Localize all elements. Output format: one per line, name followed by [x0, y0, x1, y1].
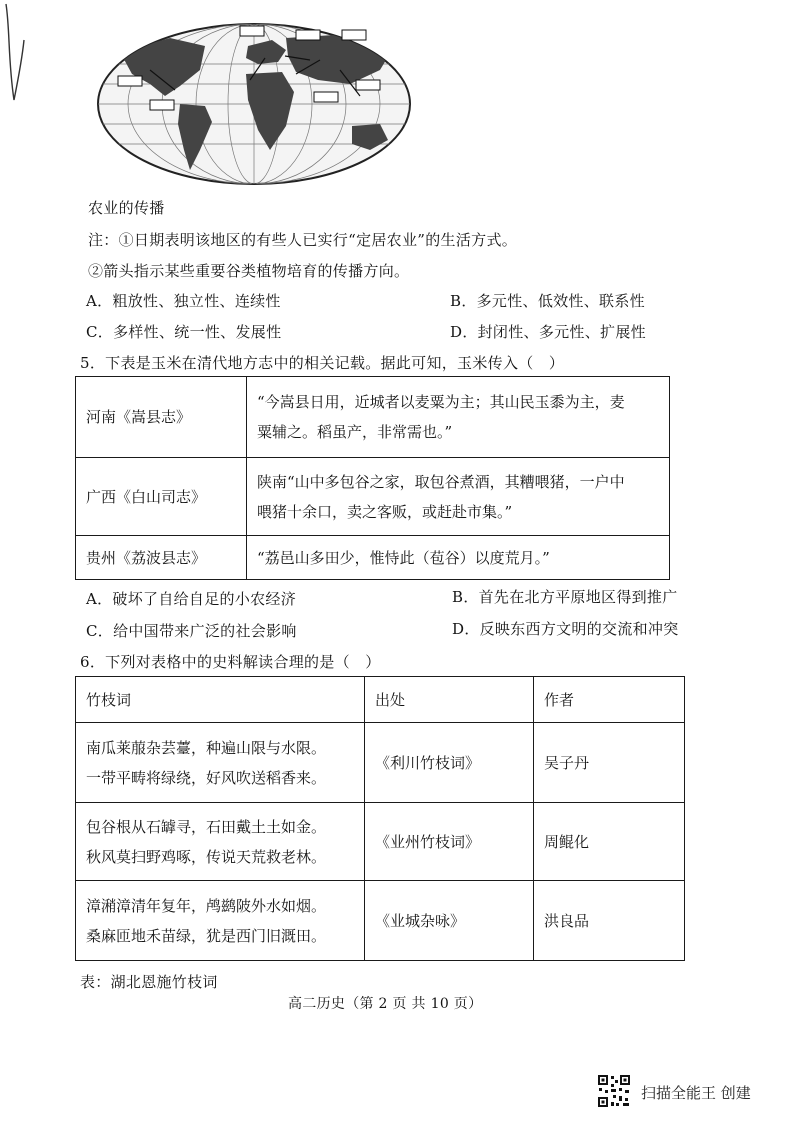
source-cell: 《利川竹枝词》 — [365, 723, 534, 803]
poem-cell — [76, 803, 365, 881]
q4-option-c: C．多样性、统一性、发展性 — [86, 323, 282, 341]
q5-option-d: D．反映东西方文明的交流和冲突 — [452, 620, 679, 638]
poem-cell — [76, 881, 365, 961]
header-source: 出处 — [365, 677, 534, 723]
author-cell: 周鲲化 — [534, 803, 685, 881]
q5-text-line: 喂猪十余口，卖之客贩，或赶赴市集。” — [257, 502, 513, 521]
header-author: 作者 — [534, 677, 685, 723]
world-map — [0, 0, 430, 190]
qr-code-icon — [597, 1074, 631, 1108]
q5-option-b: B．首先在北方平原地区得到推广 — [452, 588, 678, 606]
poem-line: 漳潲漳清年复年，鸬鹚陂外水如烟。 — [86, 896, 327, 915]
q5-text-line: “今嵩县日用，近城者以麦粟为主；其山民玉黍为主，麦 — [257, 393, 625, 411]
author-cell: 洪良品 — [534, 881, 685, 961]
q6-table — [75, 676, 685, 961]
q6-stem: 6．下列对表格中的史料解读合理的是（ ） — [80, 653, 381, 671]
poem-line: 秋风莫扫野鸡啄，传说天荒救老林。 — [86, 847, 327, 866]
table-row — [76, 881, 685, 961]
q5-option-c: C．给中国带来广泛的社会影响 — [86, 622, 297, 640]
poem-line: 南瓜莱菔杂芸薹，种遍山限与水限。 — [86, 738, 327, 757]
header-poem: 竹枝词 — [76, 677, 365, 723]
table-row — [76, 803, 685, 881]
q5-text-cell: “荔邑山多田少，惟恃此（苞谷）以度荒月。” — [247, 536, 670, 580]
q4-option-d: D．封闭性、多元性、扩展性 — [450, 323, 646, 341]
q5-source-cell: 河南《嵩县志》 — [76, 377, 247, 458]
q5-text-cell — [247, 458, 670, 536]
page-footer: 高二历史（第 2 页 共 10 页） — [288, 996, 483, 1012]
table-header-row — [76, 677, 685, 723]
q5-table — [75, 376, 670, 580]
note-2: ②箭头指示某些重要谷类植物培育的传播方向。 — [88, 262, 410, 280]
source-cell: 《业城杂咏》 — [365, 881, 534, 961]
poem-line: 一带平畴将绿绕，好风吹送稻香来。 — [86, 768, 327, 787]
q5-text-line: 陕南“山中多包谷之家，取包谷煮酒，其糟喂猪，一户中 — [257, 472, 625, 491]
q5-option-a: A．破坏了自给自足的小农经济 — [86, 590, 297, 608]
q5-stem: 5．下表是玉米在清代地方志中的相关记载。据此可知，玉米传入（ ） — [80, 354, 565, 372]
q4-option-b: B．多元性、低效性、联系性 — [450, 292, 645, 310]
q5-source-cell: 广西《白山司志》 — [76, 458, 247, 536]
q4-option-a: A．粗放性、独立性、连续性 — [86, 292, 281, 310]
poem-cell — [76, 723, 365, 803]
table-row — [76, 377, 670, 458]
q5-text-line: 粟辅之。稻虽产，非常需也。” — [257, 423, 453, 441]
map-caption: 农业的传播 — [88, 199, 165, 217]
table-caption: 表：湖北恩施竹枝词 — [80, 973, 218, 991]
scanner-watermark: 扫描全能王 创建 — [641, 1084, 751, 1102]
q5-source-cell: 贵州《荔波县志》 — [76, 536, 247, 580]
source-cell: 《业州竹枝词》 — [365, 803, 534, 881]
note-1: 注：①日期表明该地区的有些人已实行“定居农业”的生活方式。 — [88, 231, 518, 249]
poem-line: 包谷根从石罅寻，石田戴土土如金。 — [86, 817, 327, 836]
poem-line: 桑麻匝地禾苗绿，犹是西门旧溉田。 — [86, 926, 327, 945]
table-row — [76, 536, 670, 580]
table-row — [76, 723, 685, 803]
table-row — [76, 458, 670, 536]
q5-text-cell — [247, 377, 670, 458]
author-cell: 吴子丹 — [534, 723, 685, 803]
